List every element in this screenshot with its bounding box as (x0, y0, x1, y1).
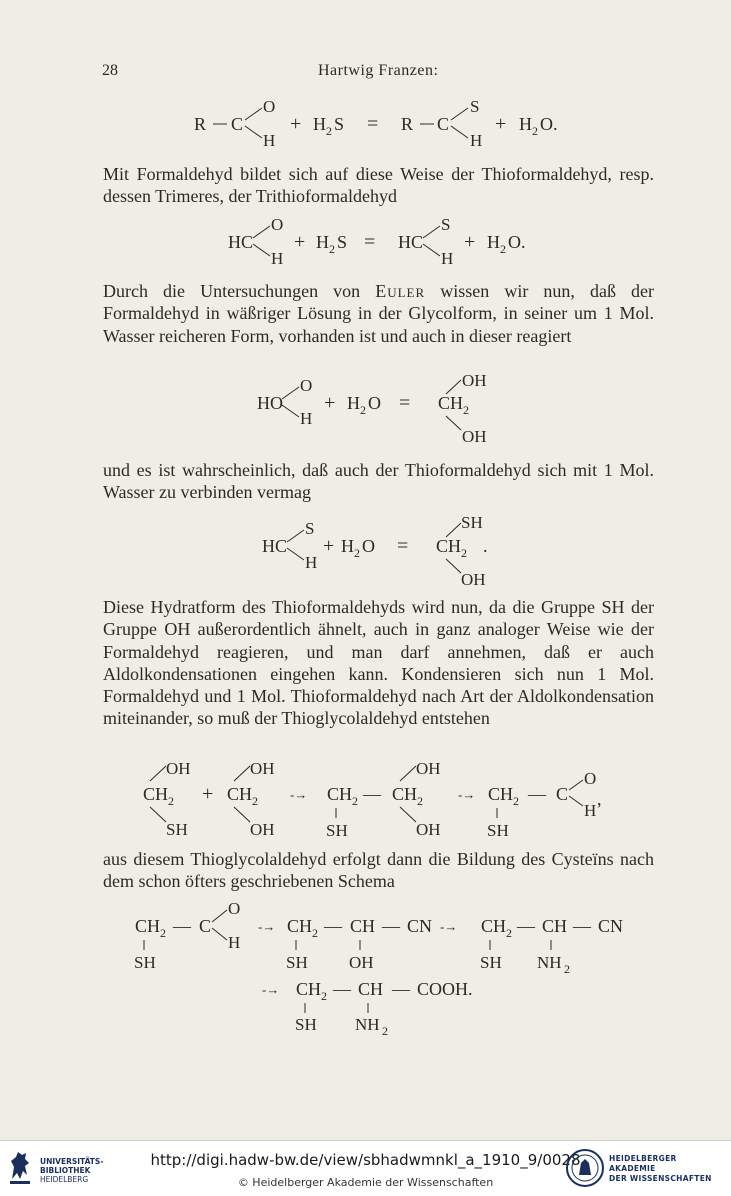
svg-text:2: 2 (382, 1024, 388, 1038)
svg-text:O: O (584, 769, 597, 788)
svg-text:2: 2 (352, 794, 358, 808)
svg-text:SH: SH (487, 821, 509, 840)
paragraph-2-text-b: wissen wir nun, daß der Formaldehyd in wäßriger Lösung in der Glycolform, in seiner um 1 Mol. Wasser reicheren Form, vorhanden ist und auch in dieser reagiert (103, 281, 655, 346)
svg-text:CH: CH (350, 916, 376, 936)
page-url-link[interactable]: http://digi.hadw-bw.de/view/sbhadwmnkl_a_1910_9/0028 (150, 1151, 581, 1169)
svg-text:H: H (341, 536, 354, 556)
svg-text:CH: CH (438, 393, 464, 413)
svg-text:H: H (300, 409, 313, 428)
svg-text:-→: -→ (262, 982, 280, 997)
svg-text:O.: O. (540, 114, 558, 134)
academy-line-2: DER WISSENSCHAFTEN (609, 1174, 712, 1183)
page-number: 28 (102, 62, 118, 79)
svg-text:S: S (441, 215, 451, 234)
svg-text:CH: CH (287, 916, 313, 936)
svg-text:2: 2 (312, 926, 318, 940)
svg-text:O: O (228, 899, 241, 918)
svg-text:+: + (464, 231, 476, 253)
svg-text:OH: OH (166, 759, 191, 778)
svg-text:-→: -→ (258, 919, 276, 934)
paragraph-2-text-a: Durch die Untersuchungen von (103, 281, 361, 301)
svg-text:H: H (305, 553, 318, 572)
svg-text:OH: OH (349, 953, 374, 972)
svg-text:H: H (487, 232, 500, 252)
svg-text:C: C (437, 114, 450, 134)
svg-text:H: H (316, 232, 329, 252)
svg-text:2: 2 (500, 242, 506, 256)
svg-text:-→: -→ (290, 787, 308, 802)
svg-text:CH: CH (392, 784, 418, 804)
svg-text:H: H (584, 801, 597, 820)
svg-text:CH: CH (135, 916, 161, 936)
svg-text:HO: HO (257, 393, 283, 413)
svg-text:SH: SH (326, 821, 348, 840)
svg-text:OH: OH (416, 820, 441, 839)
svg-text:+: + (323, 535, 335, 557)
svg-text:-→: -→ (440, 919, 458, 934)
svg-text:2: 2 (564, 962, 570, 976)
svg-text:HC: HC (262, 536, 288, 556)
formula-thioformaldehyde-hydrate (0, 506, 731, 588)
paragraph-5: aus diesem Thioglycolaldehyd erfolgt dann die Bildung des Cysteïns nach dem schon öfters geschriebenen Schema (103, 849, 654, 892)
svg-text:S: S (337, 232, 348, 252)
svg-text:HC: HC (398, 232, 424, 252)
svg-text:—: — (333, 979, 351, 999)
svg-text:COOH.: COOH. (417, 979, 473, 999)
svg-text:S: S (305, 519, 315, 538)
svg-text:+: + (495, 113, 507, 135)
svg-text:—: — (363, 784, 381, 804)
author-name-euler: Euler (375, 281, 426, 301)
svg-text:H: H (347, 393, 360, 413)
svg-text:SH: SH (480, 953, 502, 972)
svg-text:2: 2 (326, 124, 332, 138)
svg-text:—: — (517, 916, 535, 936)
svg-text:—: — (573, 916, 591, 936)
svg-text:CH: CH (327, 784, 353, 804)
svg-text:2: 2 (417, 794, 423, 808)
svg-text:CN: CN (407, 916, 433, 936)
uni-line-2: BIBLIOTHEK (40, 1166, 91, 1175)
svg-text:—: — (324, 916, 342, 936)
svg-text:2: 2 (463, 403, 469, 417)
svg-text:NH: NH (355, 1015, 380, 1034)
svg-text:SH: SH (134, 953, 156, 972)
viewer-footer (0, 1140, 731, 1196)
svg-text:H: H (313, 114, 326, 134)
svg-text:CH: CH (542, 916, 568, 936)
svg-text:SH: SH (286, 953, 308, 972)
svg-text:2: 2 (321, 989, 327, 1003)
academy-line-1: HEIDELBERGER AKADEMIE (609, 1154, 677, 1173)
running-head: Hartwig Franzen: (318, 62, 439, 79)
svg-text:+: + (324, 392, 336, 414)
uni-line-1: UNIVERSITÄTS- (40, 1157, 104, 1166)
svg-text:OH: OH (461, 570, 486, 589)
formula-aldehyde-thioaldehyde (0, 90, 731, 150)
svg-text:CN: CN (598, 916, 624, 936)
svg-text:2: 2 (168, 794, 174, 808)
svg-text:=: = (397, 535, 409, 557)
svg-text:=: = (399, 392, 411, 414)
svg-text:NH: NH (537, 953, 562, 972)
svg-text:OH: OH (462, 371, 487, 390)
academy-seal-icon (565, 1148, 605, 1188)
svg-text:+: + (290, 113, 302, 135)
paragraph-4: Diese Hydratform des Thioformaldehyds wird nun, da die Gruppe SH der Gruppe OH außerordentlich ähnelt, auch in ganz analoger Weise wie der Formaldehyd reagieren, und man darf annehmen, daß er auch Aldolkondensationen eingehen kann. Kondensieren sich nun 1 Mol. Formaldehyd und 1 Mol. Thioformaldehyd nach Art der Aldolkondensation miteinander, so muß der Thioglycolaldehyd entstehen (103, 597, 654, 729)
svg-text:CH: CH (358, 979, 384, 999)
svg-text:—: — (392, 979, 410, 999)
svg-text:O: O (263, 97, 276, 116)
paragraph-1: Mit Formaldehyd bildet sich auf diese Weise der Thioformaldehyd, resp. dessen Trimeres, der Trithioformaldehyd (103, 164, 654, 207)
svg-text:CH: CH (481, 916, 507, 936)
svg-text:H: H (470, 131, 483, 150)
svg-text:O.: O. (508, 232, 526, 252)
svg-text:SH: SH (461, 513, 483, 532)
svg-text:=: = (364, 231, 376, 253)
svg-text:C: C (556, 784, 569, 804)
svg-text:.: . (483, 536, 488, 556)
academy-name (609, 1154, 725, 1184)
svg-text:OH: OH (416, 759, 441, 778)
paragraph-3: und es ist wahrscheinlich, daß auch der Thioformaldehyd sich mit 1 Mol. Wasser zu verbinden vermag (103, 460, 654, 503)
svg-text:O: O (271, 215, 284, 234)
svg-text:C: C (231, 114, 244, 134)
svg-text:,: , (597, 789, 602, 809)
uni-line-3: HEIDELBERG (40, 1175, 89, 1184)
svg-text:OH: OH (462, 427, 487, 446)
svg-text:H: H (271, 249, 284, 268)
svg-text:H: H (263, 131, 276, 150)
svg-text:H: H (441, 249, 454, 268)
svg-text:2: 2 (532, 124, 538, 138)
svg-text:CH: CH (296, 979, 322, 999)
svg-text:-→: -→ (458, 787, 476, 802)
svg-text:H: H (519, 114, 532, 134)
svg-text:+: + (294, 231, 306, 253)
svg-text:OH: OH (250, 820, 275, 839)
svg-text:SH: SH (166, 820, 188, 839)
paragraph-2 (103, 280, 654, 347)
formula-formaldehyde-hydrate (0, 368, 731, 450)
formula-formaldehyde-thioformaldehyde (0, 208, 731, 268)
svg-text:—: — (382, 916, 400, 936)
academy-logo[interactable] (565, 1148, 725, 1190)
svg-text:2: 2 (513, 794, 519, 808)
svg-text:—: — (528, 784, 546, 804)
svg-text:2: 2 (252, 794, 258, 808)
svg-text:O: O (300, 376, 313, 395)
svg-text:O: O (368, 393, 381, 413)
svg-text:HC: HC (228, 232, 254, 252)
svg-text:R: R (194, 114, 207, 134)
svg-text:CH: CH (436, 536, 462, 556)
svg-text:R: R (401, 114, 414, 134)
svg-text:2: 2 (160, 926, 166, 940)
svg-text:—: — (173, 916, 191, 936)
svg-text:H: H (228, 933, 241, 952)
svg-text:+: + (202, 783, 214, 805)
svg-text:S: S (470, 97, 480, 116)
svg-text:CH: CH (143, 784, 169, 804)
svg-text:O: O (362, 536, 375, 556)
svg-text:2: 2 (354, 546, 360, 560)
svg-text:OH: OH (250, 759, 275, 778)
svg-text:CH: CH (227, 784, 253, 804)
svg-text:CH: CH (488, 784, 514, 804)
copyright-notice: © Heidelberger Akademie der Wissenschaften (237, 1176, 494, 1189)
svg-text:2: 2 (506, 926, 512, 940)
svg-text:2: 2 (329, 242, 335, 256)
svg-text:2: 2 (461, 546, 467, 560)
svg-text:2: 2 (360, 403, 366, 417)
formula-cysteine-scheme (0, 892, 731, 1042)
formula-aldol-condensation (0, 755, 731, 847)
svg-text:S: S (334, 114, 345, 134)
svg-text:SH: SH (295, 1015, 317, 1034)
svg-text:C: C (199, 916, 212, 936)
svg-text:=: = (367, 113, 379, 135)
